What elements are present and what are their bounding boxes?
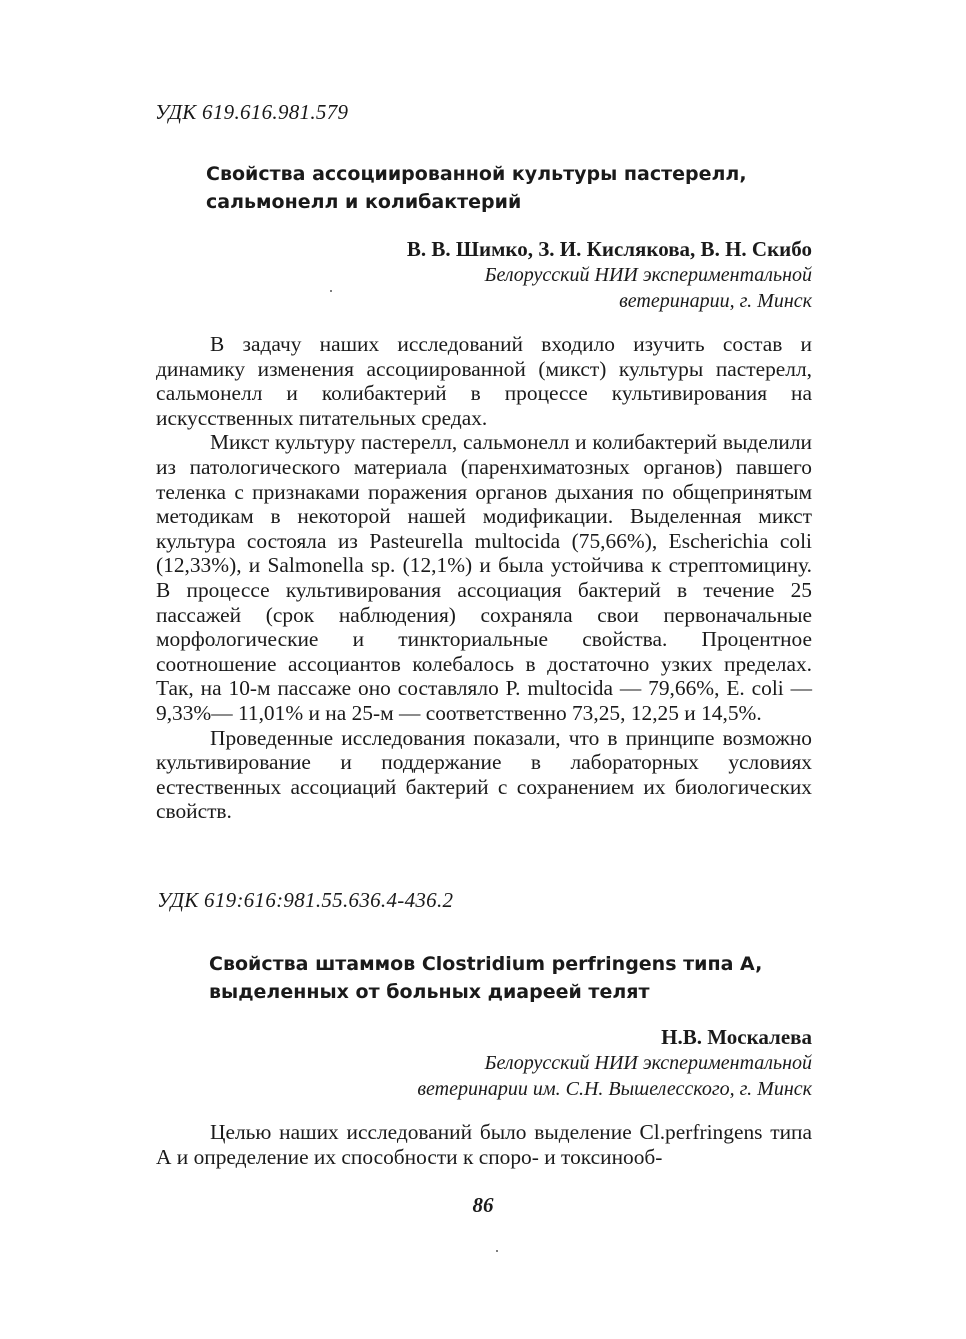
article-1-affiliation-line-2: ветеринарии, г. Минск (619, 290, 812, 312)
article-2-title-line-1: Свойства штаммов Clostridium perfringens типа A, (209, 953, 763, 975)
article-1-byline (407, 236, 812, 314)
article-1-authors: В. В. Шимко, З. И. Кислякова, В. Н. Скибо (406, 237, 812, 261)
scan-speck (496, 1250, 498, 1252)
article-2-title (209, 950, 762, 1006)
article-2-affiliation-line-2: ветеринарии им. С.Н. Вышелесского, г. Минск (417, 1078, 812, 1100)
udk-code-article-2: УДК 619:616:981.55.636.4-436.2 (157, 888, 454, 912)
article-1-paragraph: Микст культуру пастерелл, сальмонелл и колибактерий выделили из патологического материала (паренхиматозных органов) павшего теленка с признаками поражения органов дыхания по общепринятым методикам в некоторой нашей модификации. Выделенная микст культура состояла из Pasteurella multocida (75,66%), Escherichia coli (12,33%), и Salmonella sp. (12,1%) и была устойчива к стрептомицину. В процессе культивирования ассоциация бактерий в течение 25 пассажей (срок наблюдения) сохраняла свои первоначальные морфологические и тинкториальные свойства. Процентное соотношение ассоциантов колебалось в достаточно узких пределах. Так, на 10-м пассаже оно составляло P. multocida — 79,66%, E. coli — 9,33%— 11,01% и на 25-м — соответственно 73,25, 12,25 и 14,5%. (156, 430, 812, 725)
article-1-affiliation-line-1: Белорусский НИИ экспериментальной (484, 264, 812, 286)
scan-speck (330, 290, 332, 292)
article-2-affiliation-line-1: Белорусский НИИ экспериментальной (484, 1052, 812, 1074)
article-1-title-line-1: Свойства ассоциированной культуры пастерелл, (206, 163, 747, 185)
article-2-byline (417, 1024, 812, 1102)
article-1-title-line-2: сальмонелл и колибактерий (206, 191, 522, 213)
article-2-authors: Н.В. Москалева (661, 1025, 812, 1049)
udk-code-article-1: УДК 619.616.981.579 (155, 100, 349, 124)
page-number: 86 (472, 1193, 494, 1217)
article-1-title (206, 160, 747, 216)
article-1-body (156, 332, 812, 824)
article-1-paragraph: В задачу наших исследований входило изучить состав и динамику изменения ассоциированной (микст) культуры пастерелл, сальмонелл и колибактерий в процессе культивирования на искусственных питательных средах. (156, 332, 812, 430)
article-2-title-line-2: выделенных от больных диареей телят (209, 981, 650, 1003)
article-2-body (156, 1120, 812, 1169)
article-1-paragraph: Проведенные исследования показали, что в принципе возможно культивирование и поддержание в лабораторных условиях естественных ассоциаций бактерий с сохранением их биологических свойств. (156, 725, 812, 824)
article-2-paragraph: Целью наших исследований было выделение Cl.perfringens типа А и определение их способности к споро- и токсинооб- (156, 1120, 812, 1169)
